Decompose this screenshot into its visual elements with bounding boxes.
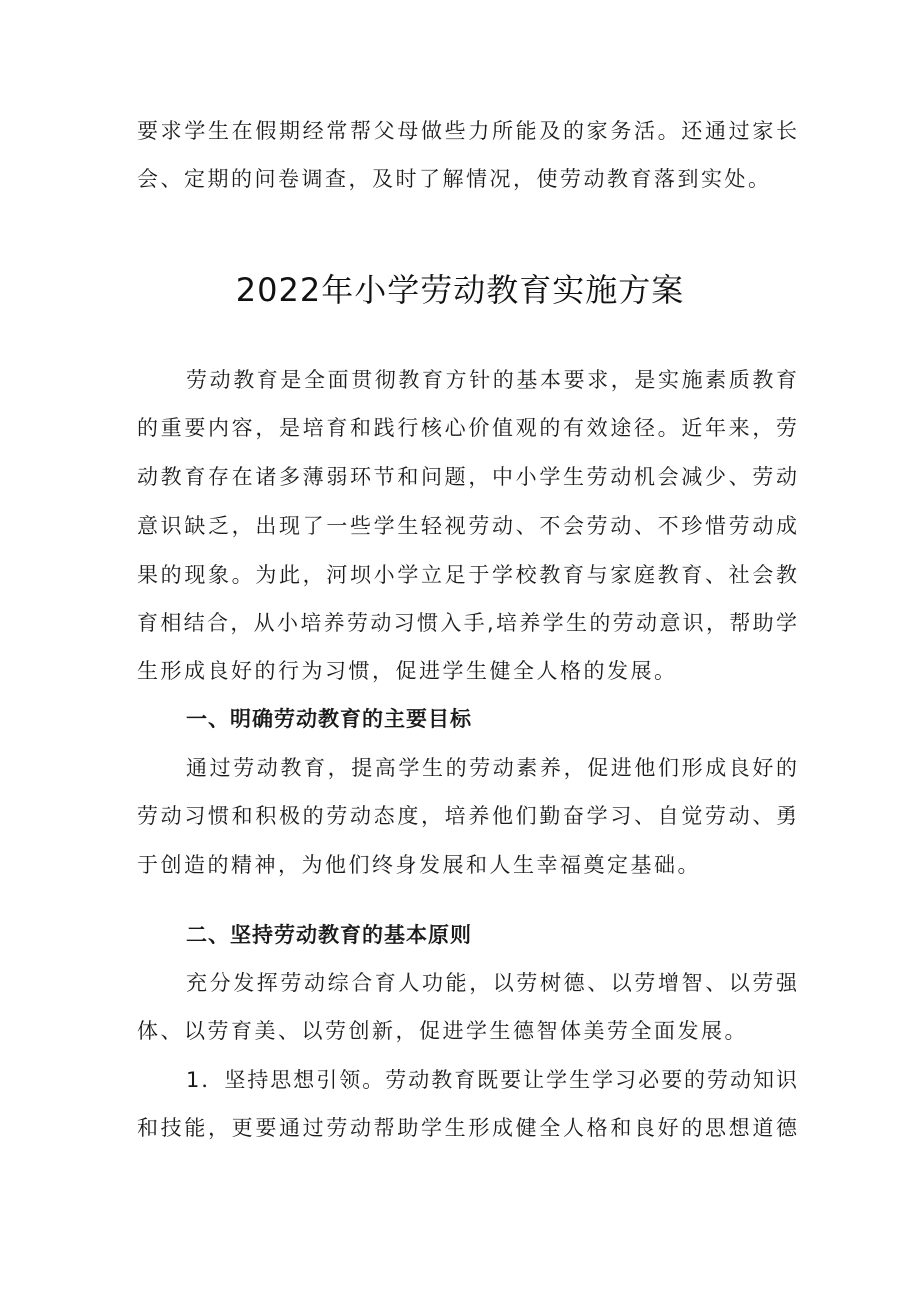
intro-line-4: 意识缺乏，出现了一些学生轻视劳动、不会劳动、不珍惜劳动成	[137, 514, 797, 538]
section-2-line-1: 充分发挥劳动综合育人功能，以劳树德、以劳增智、以劳强	[186, 971, 797, 995]
intro-line-1: 劳动教育是全面贯彻教育方针的基本要求，是实施素质教育	[186, 368, 797, 392]
intro-line-5: 果的现象。为此，河坝小学立足于学校教育与家庭教育、社会教	[137, 563, 797, 587]
section-2-line-2: 体、以劳育美、以劳创新，促进学生德智体美劳全面发展。	[137, 1019, 748, 1043]
section-2-heading: 二、坚持劳动教育的基本原则	[186, 923, 472, 947]
section-1-line-2: 劳动习惯和积极的劳动态度，培养他们勤奋学习、自觉劳动、勇	[137, 804, 797, 828]
section-1-heading: 一、明确劳动教育的主要目标	[186, 707, 472, 731]
section-2-item-1-line-2: 和技能，更要通过劳动帮助学生形成健全人格和良好的思想道德	[137, 1116, 797, 1140]
intro-line-7: 生形成良好的行为习惯，促进学生健全人格的发展。	[137, 659, 678, 683]
top-paragraph-line-2: 会、定期的问卷调查，及时了解情况，使劳动教育落到实处。	[137, 167, 772, 191]
section-1-line-3: 于创造的精神，为他们终身发展和人生幸福奠定基础。	[137, 853, 701, 877]
section-2-item-1-line-1: 1．坚持思想引领。劳动教育既要让学生学习必要的劳动知识	[186, 1068, 797, 1092]
intro-line-2: 的重要内容，是培育和践行核心价值观的有效途径。近年来，劳	[137, 416, 797, 440]
intro-line-3: 动教育存在诸多薄弱环节和问题，中小学生劳动机会减少、劳动	[137, 465, 797, 489]
section-1-line-1: 通过劳动教育，提高学生的劳动素养，促进他们形成良好的	[186, 756, 797, 780]
top-paragraph-line-1: 要求学生在假期经常帮父母做些力所能及的家务活。还通过家长	[137, 119, 797, 143]
document-title: 2022年小学劳动教育实施方案	[235, 271, 685, 309]
intro-line-6: 育相结合，从小培养劳动习惯入手,培养学生的劳动意识，帮助学	[137, 611, 797, 635]
